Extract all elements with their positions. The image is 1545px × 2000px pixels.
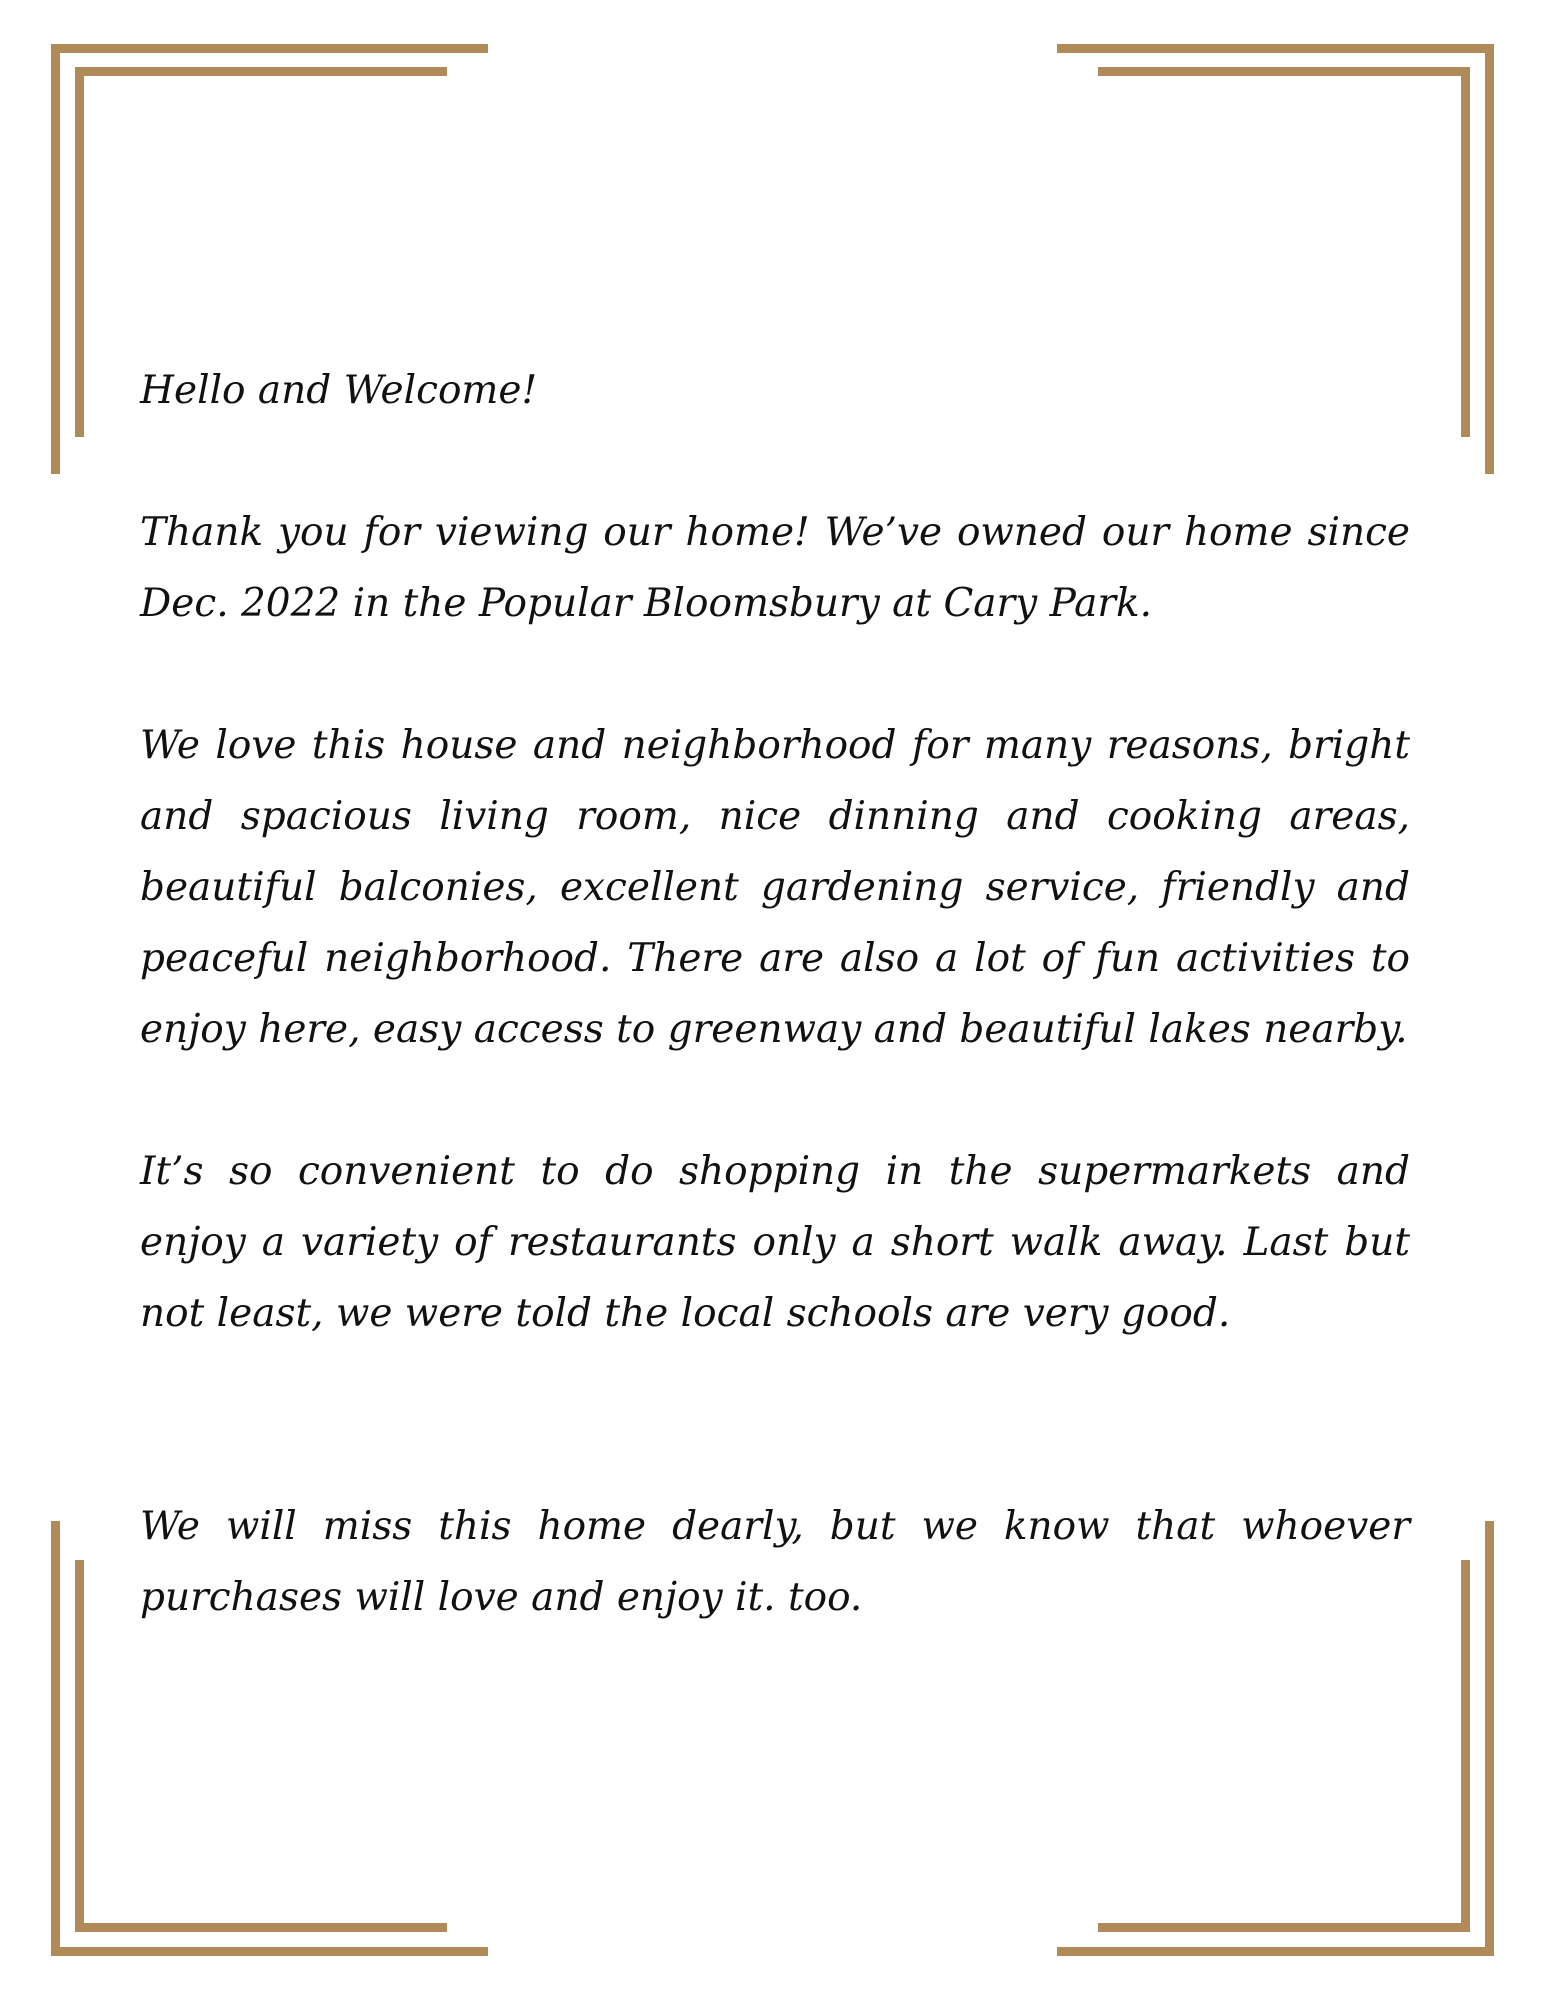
frame-line: [1057, 1947, 1494, 1956]
frame-line: [51, 44, 488, 53]
frame-line: [75, 1560, 84, 1932]
frame-line: [1098, 1923, 1470, 1932]
paragraph-closing: We will miss this home dearly, but we know that whoever purchases will love and enjoy it. too.: [140, 1504, 1410, 1620]
frame-line: [51, 1521, 60, 1956]
frame-line: [1485, 1521, 1494, 1956]
frame-line: [1461, 1560, 1470, 1932]
frame-line: [75, 67, 84, 437]
frame-line: [1098, 67, 1470, 76]
frame-line: [75, 1923, 447, 1932]
frame-line: [1485, 44, 1494, 474]
frame-line: [75, 67, 447, 76]
letter-body: [140, 355, 1410, 1633]
frame-line: [51, 1947, 488, 1956]
paragraph-intro: Thank you for viewing our home! We’ve owned our home since Dec. 2022 in the Popular Bloomsbury at Cary Park.: [140, 510, 1410, 626]
frame-line: [1461, 67, 1470, 437]
greeting: Hello and Welcome!: [140, 368, 538, 413]
paragraph-neighborhood: We love this house and neighborhood for many reasons, bright and spacious living room, nice dinning and cooking areas, beautiful balconies, excellent gardening service, friendly and peaceful neighborhood. There are also a lot of fun activities to enjoy here, easy access to greenway and beautiful lakes nearby.: [140, 723, 1410, 1052]
paragraph-convenience: It’s so convenient to do shopping in the supermarkets and enjoy a variety of restaurants only a short walk away. Last but not least, we were told the local schools are very good.: [140, 1149, 1410, 1336]
frame-line: [51, 44, 60, 474]
frame-line: [1057, 44, 1494, 53]
